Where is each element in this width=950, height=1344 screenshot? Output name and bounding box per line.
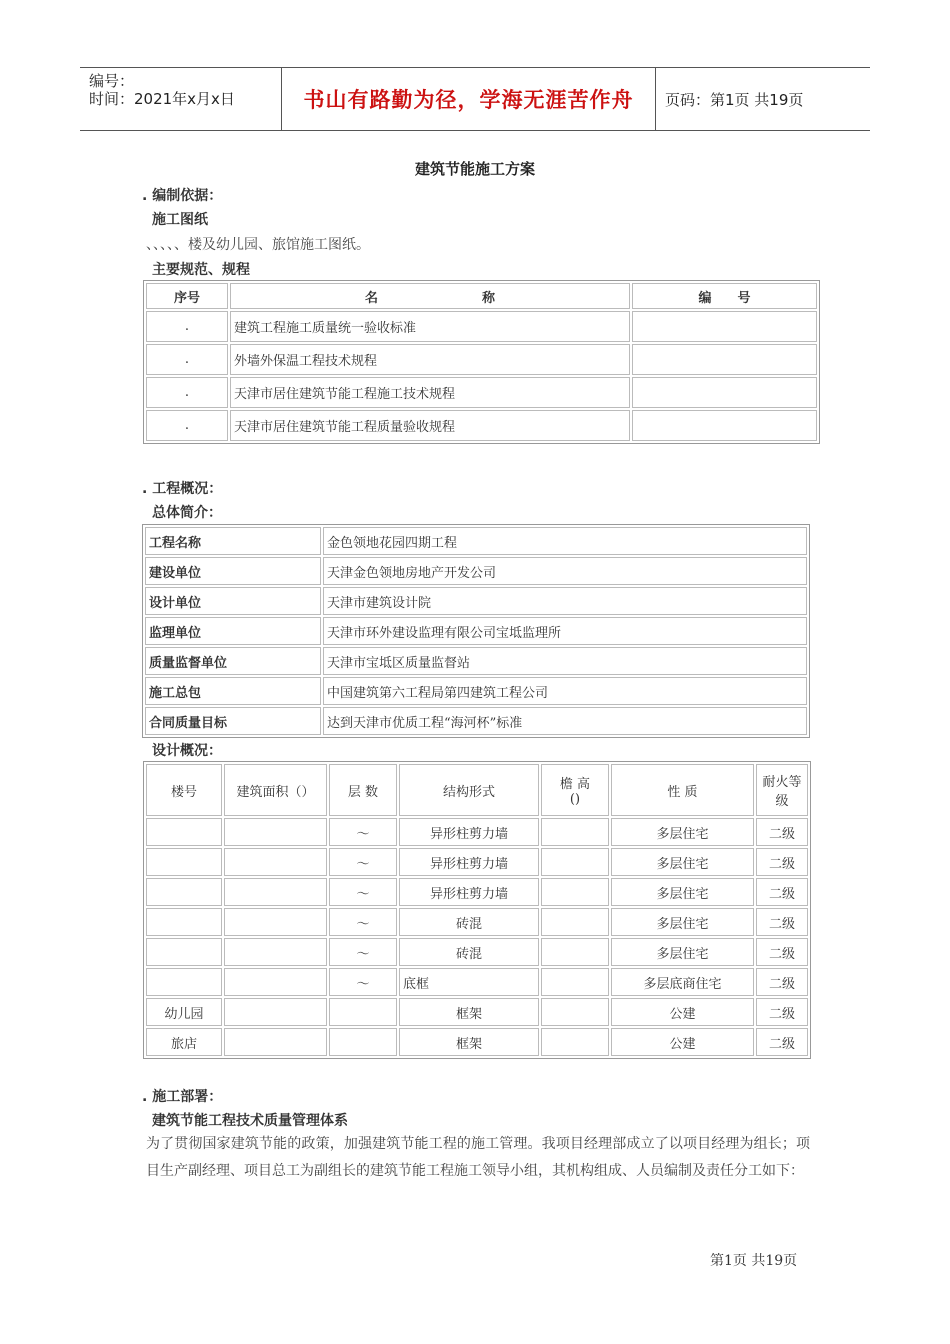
design-header-cell: 耐火等级 bbox=[756, 764, 808, 816]
design-cell: 二级 bbox=[756, 848, 808, 876]
row-index-cell: . bbox=[146, 377, 228, 408]
row-code-cell bbox=[632, 344, 817, 375]
table-row bbox=[146, 377, 817, 408]
design-cell: 异形柱剪力墙 bbox=[399, 848, 539, 876]
table-row bbox=[146, 311, 817, 342]
design-cell bbox=[541, 938, 609, 966]
design-cell bbox=[541, 878, 609, 906]
design-cell bbox=[541, 848, 609, 876]
table-row bbox=[146, 848, 808, 876]
design-cell bbox=[224, 1028, 327, 1056]
table-row bbox=[146, 1028, 808, 1056]
design-cell: 二级 bbox=[756, 1028, 808, 1056]
standards-table bbox=[143, 280, 820, 444]
design-cell bbox=[541, 998, 609, 1026]
design-cell: 砖混 bbox=[399, 938, 539, 966]
design-cell: 二级 bbox=[756, 968, 808, 996]
overview-value-cell: 天津市建筑设计院 bbox=[323, 587, 807, 615]
design-cell: ～ bbox=[329, 908, 397, 936]
table-row bbox=[145, 677, 807, 705]
design-cell: 二级 bbox=[756, 878, 808, 906]
design-cell: 二级 bbox=[756, 908, 808, 936]
overview-key-cell: 工程名称 bbox=[145, 527, 321, 555]
subheading-summary: 总体简介： bbox=[152, 505, 222, 521]
page-header bbox=[80, 67, 870, 131]
design-cell: 框架 bbox=[399, 998, 539, 1026]
header-cell-index: 序号 bbox=[146, 283, 228, 309]
table-row bbox=[146, 908, 808, 936]
design-cell: ～ bbox=[329, 848, 397, 876]
design-cell: 底框 bbox=[399, 968, 539, 996]
design-cell bbox=[224, 878, 327, 906]
deployment-paragraph: 为了贯彻国家建筑节能的政策，加强建筑节能工程的施工管理。我项目经理部成立了以项目经理为组长；项目生产副经理、项目总工为副组长的建筑节能工程施工领导小组，其机构组成、人员编制及责任分工如下： bbox=[146, 1136, 810, 1179]
overview-value-cell: 达到天津市优质工程“海河杯”标准 bbox=[323, 707, 807, 735]
table-row bbox=[146, 998, 808, 1026]
design-cell: 幼儿园 bbox=[146, 998, 222, 1026]
subheading-management: 建筑节能工程技术质量管理体系 bbox=[152, 1113, 348, 1129]
table-row bbox=[146, 410, 817, 441]
overview-value-cell: 金色领地花园四期工程 bbox=[323, 527, 807, 555]
header-cell-code: 编 号 bbox=[632, 283, 817, 309]
design-cell: 多层住宅 bbox=[611, 818, 754, 846]
design-cell: 二级 bbox=[756, 818, 808, 846]
design-cell bbox=[541, 818, 609, 846]
overview-key-cell: 质量监督单位 bbox=[145, 647, 321, 675]
design-header-cell: 建筑面积（） bbox=[224, 764, 327, 816]
design-cell bbox=[146, 818, 222, 846]
table-row bbox=[145, 527, 807, 555]
design-cell bbox=[146, 968, 222, 996]
row-name-cell: 天津市居住建筑节能工程质量验收规程 bbox=[230, 410, 630, 441]
overview-table bbox=[142, 524, 810, 738]
row-code-cell bbox=[632, 410, 817, 441]
subheading-design: 设计概况： bbox=[152, 743, 222, 759]
overview-key-cell: 建设单位 bbox=[145, 557, 321, 585]
table-row bbox=[145, 587, 807, 615]
overview-value-cell: 天津市宝坻区质量监督站 bbox=[323, 647, 807, 675]
row-name-cell: 外墙外保温工程技术规程 bbox=[230, 344, 630, 375]
design-cell bbox=[224, 908, 327, 936]
table-row bbox=[146, 878, 808, 906]
table-row bbox=[145, 707, 807, 735]
drawings-text: 、、、、、楼及幼儿园、旅馆施工图纸。 bbox=[146, 237, 370, 253]
table-row bbox=[146, 938, 808, 966]
table-row bbox=[146, 818, 808, 846]
subheading-standards: 主要规范、规程 bbox=[152, 262, 250, 278]
row-name-cell: 天津市居住建筑节能工程施工技术规程 bbox=[230, 377, 630, 408]
design-cell bbox=[146, 848, 222, 876]
design-cell bbox=[224, 848, 327, 876]
table-row bbox=[145, 617, 807, 645]
serial-label: 编号： bbox=[89, 72, 135, 90]
row-code-cell bbox=[632, 311, 817, 342]
overview-key-cell: 合同质量目标 bbox=[145, 707, 321, 735]
table-header-row bbox=[146, 283, 817, 309]
design-cell: 多层住宅 bbox=[611, 878, 754, 906]
overview-key-cell: 设计单位 bbox=[145, 587, 321, 615]
time-label: 时间：2021年x月x日 bbox=[89, 90, 235, 108]
table-header-row bbox=[146, 764, 808, 816]
design-cell: 异形柱剪力墙 bbox=[399, 878, 539, 906]
design-cell: 旅店 bbox=[146, 1028, 222, 1056]
document-title: 建筑节能施工方案 bbox=[414, 160, 535, 178]
header-page-number: 页码：第1页 共19页 bbox=[665, 90, 804, 109]
header-meta bbox=[80, 68, 281, 130]
design-cell: 多层住宅 bbox=[611, 848, 754, 876]
design-cell bbox=[541, 908, 609, 936]
design-cell bbox=[224, 938, 327, 966]
row-index-cell: . bbox=[146, 410, 228, 441]
design-cell: ～ bbox=[329, 938, 397, 966]
table-row bbox=[146, 344, 817, 375]
design-cell: 公建 bbox=[611, 1028, 754, 1056]
overview-value-cell: 中国建筑第六工程局第四建筑工程公司 bbox=[323, 677, 807, 705]
header-page-cell bbox=[655, 68, 870, 130]
design-cell: 多层底商住宅 bbox=[611, 968, 754, 996]
design-cell bbox=[329, 998, 397, 1026]
header-cell-name: 名 称 bbox=[230, 283, 630, 309]
design-cell: 框架 bbox=[399, 1028, 539, 1056]
motto: 书山有路勤为径，学海无涯苦作舟 bbox=[303, 88, 634, 112]
design-header-cell: 层 数 bbox=[329, 764, 397, 816]
table-row bbox=[146, 968, 808, 996]
design-header-cell: 檐 高 () bbox=[541, 764, 609, 816]
row-name-cell: 建筑工程施工质量统一验收标准 bbox=[230, 311, 630, 342]
design-cell: ～ bbox=[329, 878, 397, 906]
design-cell bbox=[541, 1028, 609, 1056]
design-cell bbox=[146, 878, 222, 906]
table-row bbox=[145, 557, 807, 585]
design-cell: ～ bbox=[329, 968, 397, 996]
overview-key-cell: 施工总包 bbox=[145, 677, 321, 705]
page-footer: 第1页 共19页 bbox=[710, 1253, 798, 1269]
design-cell: 砖混 bbox=[399, 908, 539, 936]
design-header-cell: 结构形式 bbox=[399, 764, 539, 816]
overview-key-cell: 监理单位 bbox=[145, 617, 321, 645]
row-code-cell bbox=[632, 377, 817, 408]
design-header-cell: 楼号 bbox=[146, 764, 222, 816]
design-cell bbox=[224, 998, 327, 1026]
section-heading-deployment: . 施工部署： bbox=[142, 1089, 223, 1105]
design-table bbox=[143, 761, 811, 1059]
design-cell: ～ bbox=[329, 818, 397, 846]
design-header-cell: 性 质 bbox=[611, 764, 754, 816]
overview-value-cell: 天津市环外建设监理有限公司宝坻监理所 bbox=[323, 617, 807, 645]
design-cell: 多层住宅 bbox=[611, 908, 754, 936]
design-cell: 二级 bbox=[756, 938, 808, 966]
section-heading-basis: . 编制依据： bbox=[142, 188, 223, 204]
design-cell bbox=[224, 818, 327, 846]
overview-value-cell: 天津金色领地房地产开发公司 bbox=[323, 557, 807, 585]
design-cell bbox=[329, 1028, 397, 1056]
section-heading-overview: . 工程概况： bbox=[142, 481, 223, 497]
subheading-drawings: 施工图纸 bbox=[152, 212, 208, 228]
header-motto-cell bbox=[281, 68, 656, 130]
design-cell bbox=[224, 968, 327, 996]
table-row bbox=[145, 647, 807, 675]
design-cell: 公建 bbox=[611, 998, 754, 1026]
design-cell: 异形柱剪力墙 bbox=[399, 818, 539, 846]
row-index-cell: . bbox=[146, 344, 228, 375]
design-cell: 多层住宅 bbox=[611, 938, 754, 966]
design-cell: 二级 bbox=[756, 998, 808, 1026]
design-cell bbox=[146, 908, 222, 936]
row-index-cell: . bbox=[146, 311, 228, 342]
design-cell bbox=[146, 938, 222, 966]
design-cell bbox=[541, 968, 609, 996]
